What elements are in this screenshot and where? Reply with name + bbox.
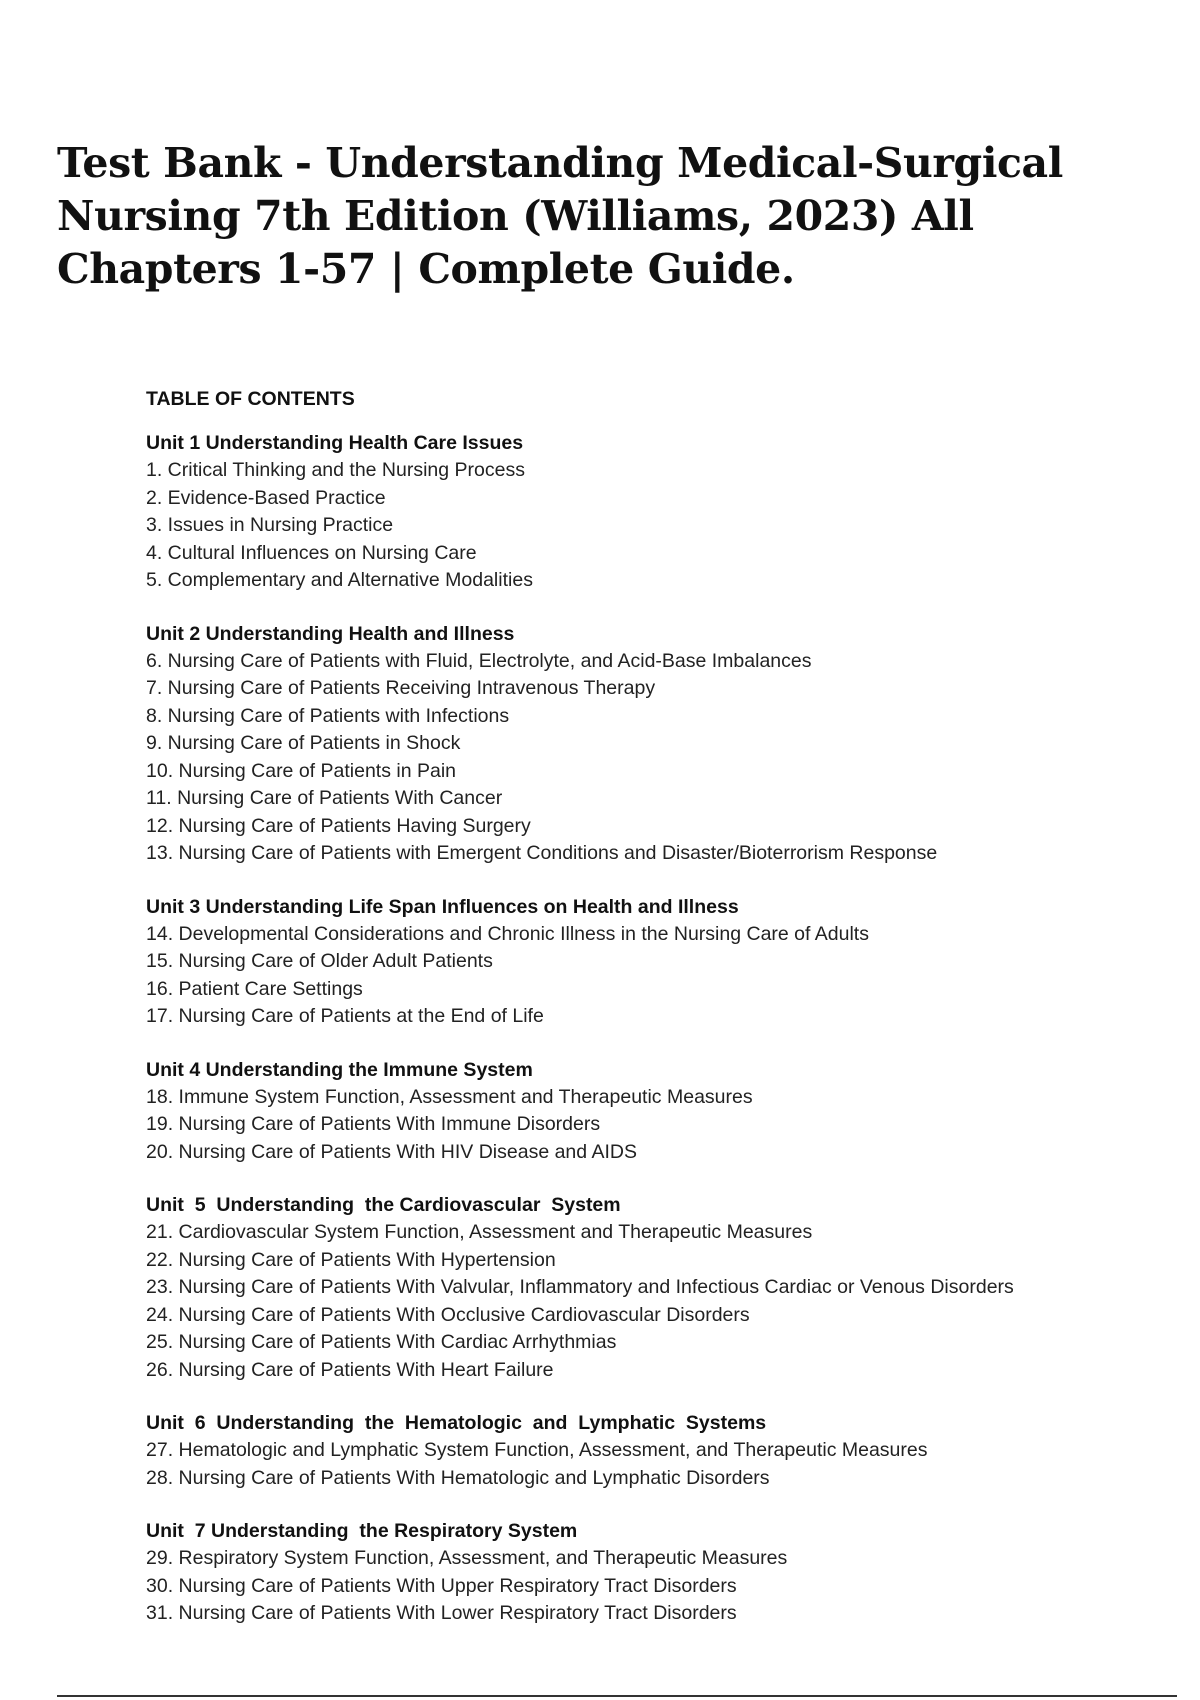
chapter-item: 16. Patient Care Settings [146,977,363,1000]
document-title: Test Bank - Understanding Medical-Surgical Nursing 7th Edition (Williams, 2023) All Chapters 1-57 | Complete Guide. [57,139,1063,293]
chapter-item: 18. Immune System Function, Assessment and Therapeutic Measures [146,1085,753,1108]
unit-title: Unit 3 Understanding Life Span Influences on Health and Illness [146,895,739,918]
units-list [146,430,1146,1628]
chapter-item: 24. Nursing Care of Patients With Occlusive Cardiovascular Disorders [146,1303,750,1326]
chapter-item: 14. Developmental Considerations and Chronic Illness in the Nursing Care of Adults [146,922,869,945]
unit-title: Unit 2 Understanding Health and Illness [146,622,515,645]
unit-title: Unit 1 Understanding Health Care Issues [146,432,524,454]
unit-title: Unit 5 Understanding the Cardiovascular System [146,1194,621,1216]
unit-section [146,1410,1146,1492]
unit-title: Unit 7 Understanding the Respiratory System [146,1520,578,1542]
chapter-item: 6. Nursing Care of Patients with Fluid, Electrolyte, and Acid-Base Imbalances [146,649,812,672]
table-of-contents [146,386,1146,1654]
chapter-item: 17. Nursing Care of Patients at the End of Life [146,1005,544,1027]
unit-title: Unit 4 Understanding the Immune System [146,1058,533,1081]
chapter-item: 31. Nursing Care of Patients With Lower Respiratory Tract Disorders [146,1602,737,1624]
chapter-item: 21. Cardiovascular System Function, Assessment and Therapeutic Measures [146,1221,813,1243]
chapter-item: 26. Nursing Care of Patients With Heart Failure [146,1358,554,1381]
unit-section [146,894,1146,1031]
chapter-item: 19. Nursing Care of Patients With Immune Disorders [146,1113,601,1135]
chapter-item: 3. Issues in Nursing Practice [146,514,394,536]
chapter-item: 20. Nursing Care of Patients With HIV Disease and AIDS [146,1140,637,1163]
chapter-item: 4. Cultural Influences on Nursing Care [146,541,477,564]
chapter-item: 11. Nursing Care of Patients With Cancer [146,787,503,809]
chapter-item: 29. Respiratory System Function, Assessment, and Therapeutic Measures [146,1547,788,1569]
chapter-item: 13. Nursing Care of Patients with Emergent Conditions and Disaster/Bioterrorism Response [146,842,938,864]
chapter-item: 7. Nursing Care of Patients Receiving Intravenous Therapy [146,677,656,699]
chapter-item: 1. Critical Thinking and the Nursing Process [146,459,525,481]
chapter-item: 15. Nursing Care of Older Adult Patients [146,950,493,972]
page-divider [57,1695,1177,1697]
unit-section [146,1192,1146,1384]
unit-section [146,1518,1146,1628]
unit-section [146,621,1146,868]
chapter-item: 5. Complementary and Alternative Modalities [146,569,533,591]
chapter-item: 10. Nursing Care of Patients in Pain [146,759,457,782]
chapter-item: 25. Nursing Care of Patients With Cardiac Arrhythmias [146,1331,617,1353]
chapter-item: 23. Nursing Care of Patients With Valvular, Inflammatory and Infectious Cardiac or Venous Disorders [146,1276,1014,1298]
chapter-item: 28. Nursing Care of Patients With Hematologic and Lymphatic Disorders [146,1466,770,1489]
unit-title: Unit 6 Understanding the Hematologic and Lymphatic Systems [146,1412,767,1434]
chapter-item: 27. Hematologic and Lymphatic System Function, Assessment, and Therapeutic Measures [146,1439,928,1461]
chapter-item: 8. Nursing Care of Patients with Infections [146,704,510,727]
chapter-item: 22. Nursing Care of Patients With Hypertension [146,1248,556,1271]
chapter-item: 30. Nursing Care of Patients With Upper Respiratory Tract Disorders [146,1574,737,1597]
unit-section [146,430,1146,595]
chapter-item: 9. Nursing Care of Patients in Shock [146,732,461,754]
toc-heading: TABLE OF CONTENTS [146,388,355,410]
chapter-item: 2. Evidence-Based Practice [146,486,386,509]
chapter-item: 12. Nursing Care of Patients Having Surgery [146,814,531,837]
unit-section [146,1057,1146,1167]
